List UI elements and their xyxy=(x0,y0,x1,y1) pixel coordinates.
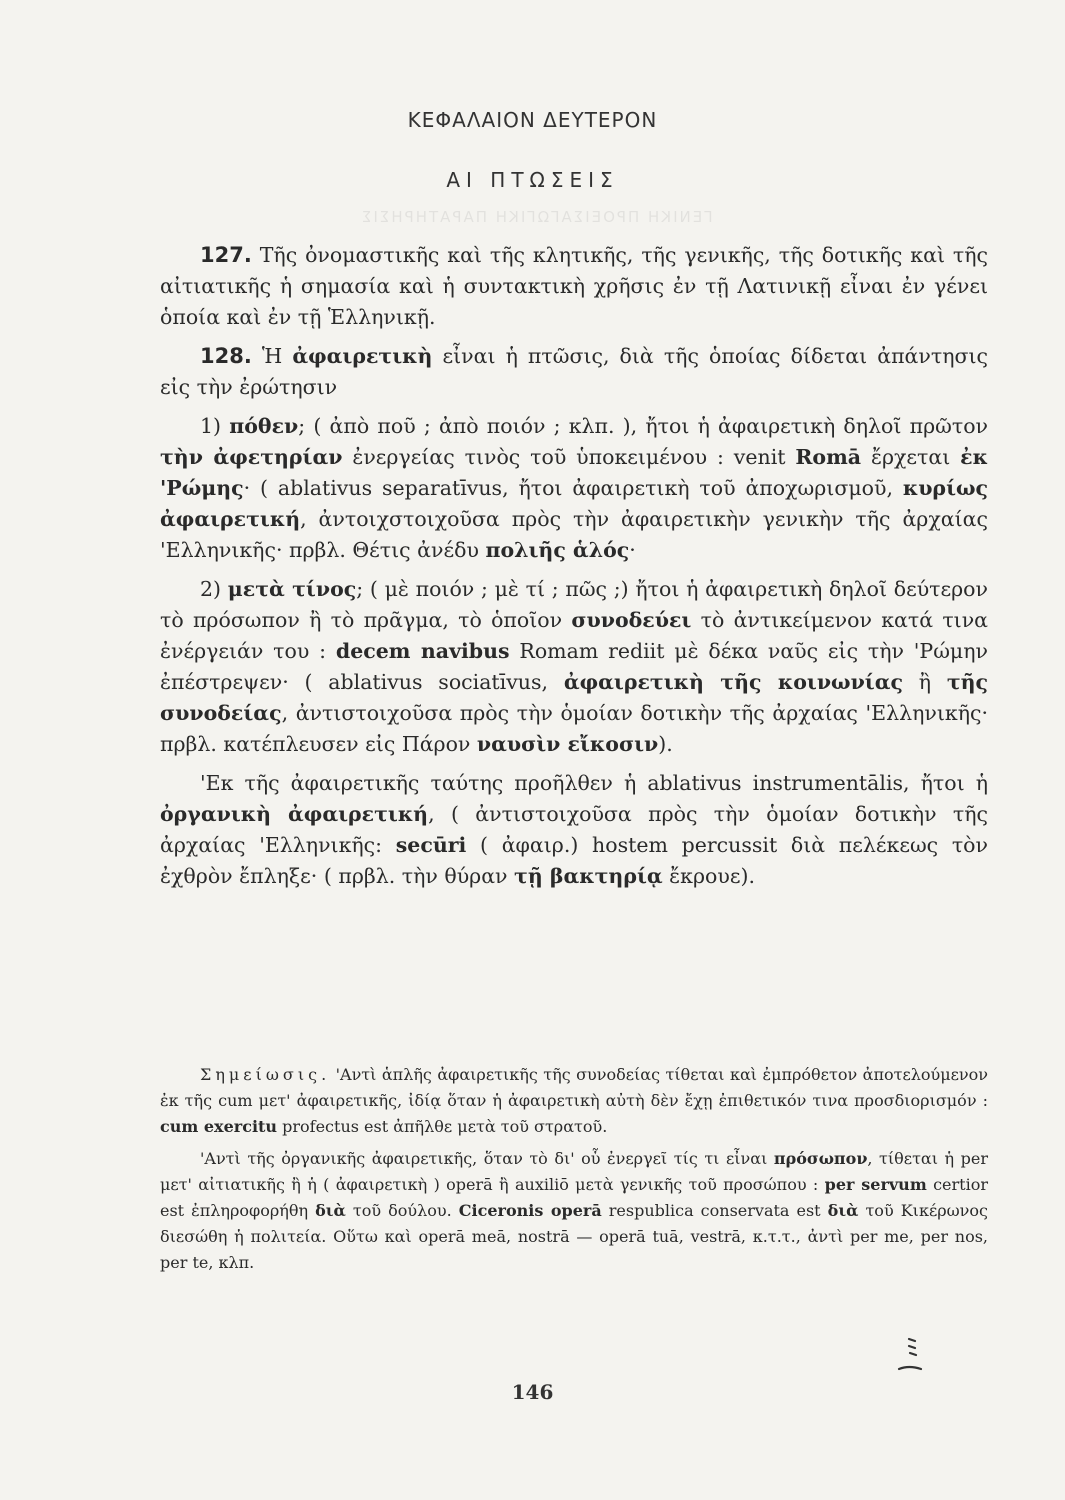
bold-term: ὀργανικὴ ἀφαιρετική xyxy=(160,802,429,826)
text-run: ; ( μὲ ποιόν ; μὲ τί ; πῶς ;) ἤτοι ἡ ἀφαιρετικὴ δηλοῖ δεύτερον τὸ πρόσωπον ἢ τὸ πρᾶγμα, τὸ ὁποῖον xyxy=(160,577,988,632)
bold-term: πρόσωπον xyxy=(773,1149,868,1168)
paragraph-127 xyxy=(160,240,988,333)
bold-term: ἀφαιρετικὴ τῆς κοινωνίας xyxy=(563,670,903,694)
bold-term: διὰ xyxy=(315,1201,346,1220)
text-run: ἐνεργείας τινὸς τοῦ ὑποκειμένου : venit xyxy=(342,445,796,469)
text-run: ἢ xyxy=(902,670,947,694)
note-paragraph xyxy=(160,1146,988,1276)
bold-term: decem navibus xyxy=(335,639,510,663)
printer-mark-icon xyxy=(895,1335,925,1375)
bold-term: πολιῆς ἁλός xyxy=(485,538,630,562)
text-run: , ἀντοιχστοιχοῦσα πρὸς τὴν ἀφαιρετικὴν γενικὴν τῆς ἀρχαίας 'Ελληνικῆς· πρβλ. Θέτις ἀνέδυ xyxy=(160,507,988,562)
bold-term: πόθεν xyxy=(229,414,299,438)
instrumental-paragraph xyxy=(160,768,988,892)
main-text xyxy=(160,240,988,892)
paragraph-number: 127. xyxy=(200,243,252,267)
bold-term: συνοδεύει xyxy=(571,608,692,632)
bold-term: ἐκ 'Ρώμης xyxy=(160,445,988,500)
text-run: , τίθεται ἡ per μετ' αἰτιατικῆς ἢ ἡ ( ἀφαιρετικὴ ) operā ἢ auxiliō μετὰ γενικῆς τοῦ προσώπου : xyxy=(160,1149,989,1194)
text-run: τοῦ δούλου. xyxy=(345,1201,459,1220)
bold-term: cum exercitu xyxy=(160,1117,278,1136)
bold-term: μετὰ τίνος xyxy=(227,577,357,601)
text-run: ἔρχεται xyxy=(861,445,961,469)
item-1 xyxy=(160,411,988,566)
bold-term: Ciceronis operā xyxy=(458,1201,602,1220)
text-run: 'Αντὶ τῆς ὀργανικῆς ἀφαιρετικῆς, ὅταν τὸ δι' οὗ ἐνεργεῖ τίς τι εἶναι xyxy=(200,1149,774,1168)
text-run: Romam rediit μὲ δέκα ναῦς εἰς τὴν 'Ρώμην ἐπέστρεψεν· ( ablativus sociatīvus, xyxy=(160,639,988,694)
text-run: ( ἀφαιρ.) hostem percussit διὰ πελέκεως τὸν ἐχθρὸν ἔπληξε· ( πρβλ. τὴν θύραν xyxy=(160,833,988,888)
text-run: ἔκρουε). xyxy=(662,864,755,888)
item-2 xyxy=(160,574,988,760)
bold-term: κυρίως ἀφαιρετική xyxy=(160,476,988,531)
text-run: εἶναι ἡ πτῶσις, διὰ τῆς ὁποίας δίδεται ἀπάντησις εἰς τὴν ἐρώτησιν xyxy=(160,344,988,399)
bold-term: τῇ βακτηρίᾳ xyxy=(514,864,663,888)
chapter-title: ΚΕΦΑΛΑΙΟΝ ΔΕΥΤΕΡΟΝ xyxy=(407,108,658,132)
paragraph-text: Τῆς ὀνομαστικῆς καὶ τῆς κλητικῆς, τῆς γενικῆς, τῆς δοτικῆς καὶ τῆς αἰτιατικῆς ἡ σημασία καὶ ἡ συντακτικὴ χρῆσις ἐν τῇ Λατινικῇ εἶναι ἐν γένει ὁποία καὶ ἐν τῇ Ἑλληνικῇ. xyxy=(160,243,988,329)
page-number: 146 xyxy=(511,1380,554,1404)
text-run: , ( ἀντιστοιχοῦσα πρὸς τὴν ὁμοίαν δοτικὴν τῆς ἀρχαίας 'Ελληνικῆς: xyxy=(160,802,988,857)
note-paragraph xyxy=(160,1062,988,1140)
item-number: 1) xyxy=(200,414,230,438)
paragraph-128 xyxy=(160,341,988,403)
bold-term: διὰ xyxy=(827,1201,859,1220)
note-label: Σημείωσις. xyxy=(200,1065,331,1084)
notes-section xyxy=(160,1062,988,1276)
text-run: τὸ ἀντικείμενον κατά τινα ἐνέργειάν του : xyxy=(160,608,989,663)
item-number: 2) xyxy=(200,577,228,601)
text-run: · ( ablativus separatīvus, ἤτοι ἀφαιρετικὴ τοῦ ἀποχωρισμοῦ, xyxy=(243,476,903,500)
bold-term: Romā xyxy=(795,445,862,469)
text-run: · xyxy=(629,538,636,562)
text-run: profectus est ἀπῆλθε μετὰ τοῦ στρατοῦ. xyxy=(277,1117,608,1136)
text-run: ; ( ἀπὸ ποῦ ; ἀπὸ ποιόν ; κλπ. ), ἤτοι ἡ ἀφαιρετικὴ δηλοῖ πρῶτον xyxy=(298,414,989,438)
text-run: 'Αντὶ ἁπλῆς ἀφαιρετικῆς τῆς συνοδείας τίθεται καὶ ἐμπρόθετον ἀποτελούμενον ἐκ τῆς cum μετ' ἀφαιρετικῆς, ἰδίᾳ ὅταν ἡ ἀφαιρετικὴ αὐτὴ δὲν ἔχῃ ἐπιθετικόν τινα προσδιορισμόν : xyxy=(160,1065,988,1110)
bold-term: τὴν ἀφετηρίαν xyxy=(160,445,343,469)
text-run: τοῦ Κικέρωνος διεσώθη ἡ πολιτεία. Οὕτω καὶ operā meā, nostrā — operā tuā, vestrā, κ.τ.τ., ἀντὶ per me, per nos, per te, κλπ. xyxy=(160,1201,989,1272)
text-run: ). xyxy=(658,732,673,756)
section-title: ΑΙ ΠΤΩΣΕΙΣ xyxy=(446,168,619,192)
bold-term: secūri xyxy=(395,833,467,857)
bold-term: τῆς συνοδείας xyxy=(160,670,988,725)
text-run: 'Εκ τῆς ἀφαιρετικῆς ταύτης προῆλθεν ἡ ablativus instrumentālis, ἤτοι ἡ xyxy=(200,771,988,795)
bold-term: ναυσὶν εἴκοσιν xyxy=(476,732,659,756)
bleed-through-text: ΓΕΝΙΚΗ ΠΡΟΕΙΣΑΓΩΓΙΚΗ ΠΑΡΑΤΗΡΗΣΙΣ xyxy=(360,208,713,226)
paragraph-number: 128. xyxy=(200,344,252,368)
bold-term: ἀφαιρετικὴ xyxy=(292,344,433,368)
text-run: , ἀντιστοιχοῦσα πρὸς τὴν ὁμοίαν δοτικὴν τῆς ἀρχαίας 'Ελληνικῆς· πρβλ. κατέπλευσεν εἰς Πάρον xyxy=(160,701,988,756)
text-run: certior est ἐπληροφορήθη xyxy=(160,1175,989,1220)
bold-term: per servum xyxy=(824,1175,927,1194)
text-run: respublica conservata est xyxy=(601,1201,828,1220)
text-run: Ἡ xyxy=(251,344,293,368)
